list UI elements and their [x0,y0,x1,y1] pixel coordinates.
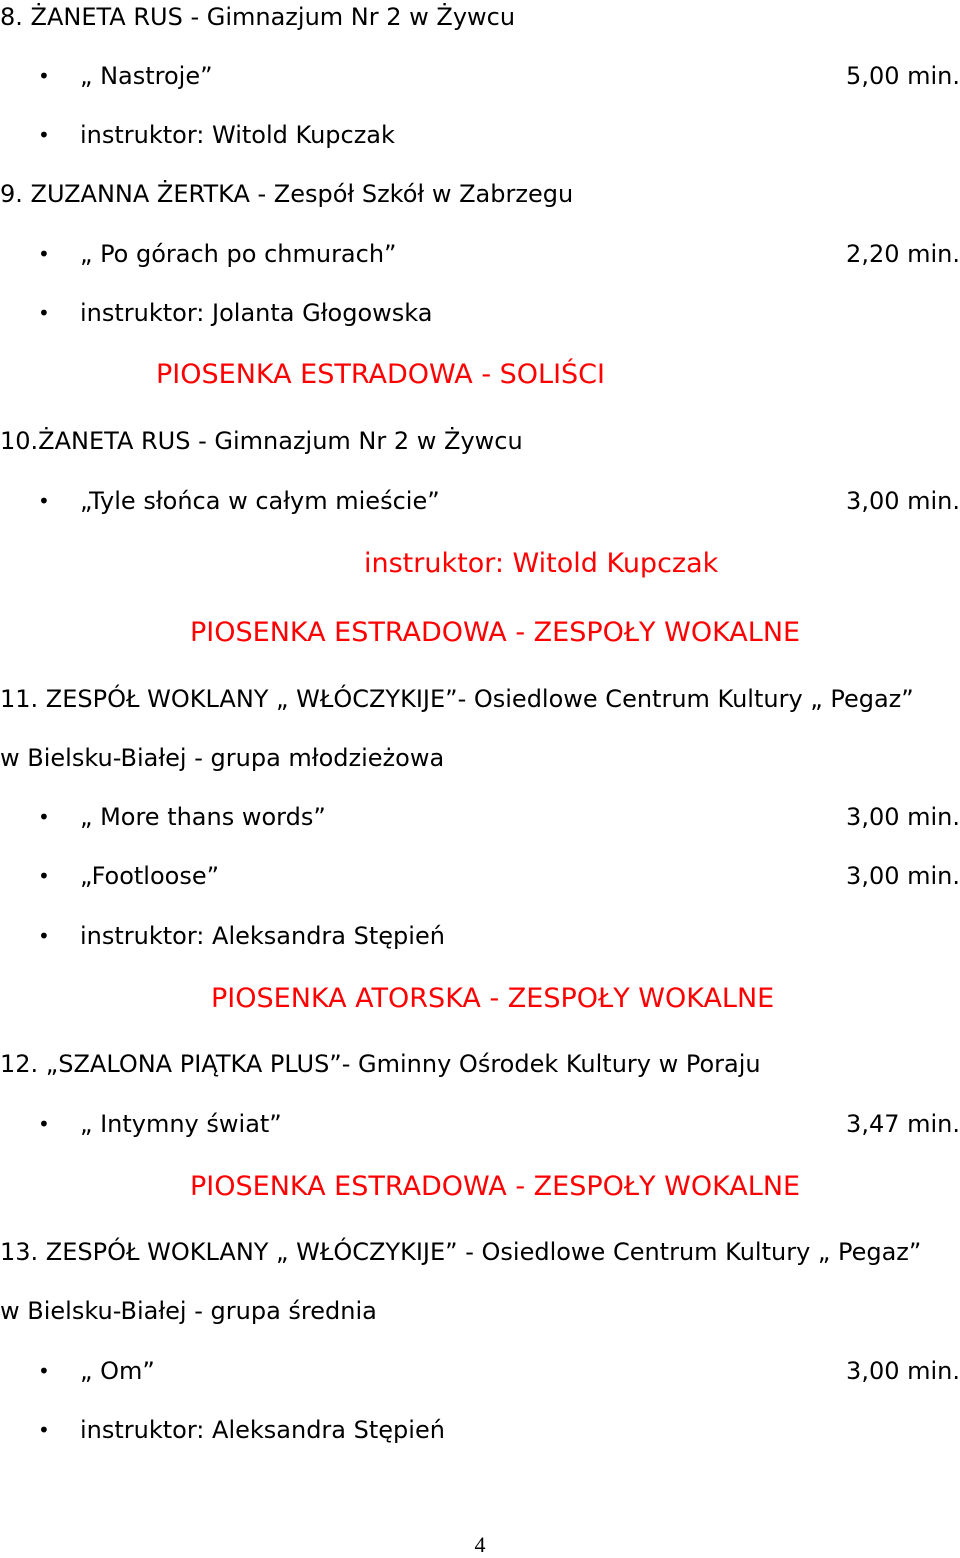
bullet-icon: • [38,805,50,829]
song-duration: 3,00 min. [846,1357,960,1385]
entry-13-header-line2: w Bielsku-Białej - grupa średnia [0,1297,377,1325]
category-heading-soloists: PIOSENKA ESTRADOWA - SOLIŚCI [156,359,605,390]
song-title: „ Po górach po chmurach” [80,240,397,268]
song-title: „ More thans words” [80,803,326,831]
song-duration: 2,20 min. [846,240,960,268]
page-number: 4 [474,1532,486,1557]
bullet-icon: • [38,489,50,513]
instructor-heading: instruktor: Witold Kupczak [364,548,719,579]
entry-12-header: 12. „SZALONA PIĄTKA PLUS”- Gminny Ośrodek Kultury w Poraju [0,1050,761,1078]
category-heading-author-vocal-groups: PIOSENKA ATORSKA - ZESPOŁY WOKALNE [211,983,775,1014]
song-duration: 3,47 min. [846,1110,960,1138]
instructor: instruktor: Witold Kupczak [80,121,395,149]
instructor: instruktor: Aleksandra Stępień [80,922,445,950]
bullet-icon: • [38,242,50,266]
song-title: „ Nastroje” [80,62,213,90]
category-heading-vocal-groups-2: PIOSENKA ESTRADOWA - ZESPOŁY WOKALNE [190,1171,801,1202]
entry-11-header: 11. ZESPÓŁ WOKLANY „ WŁÓCZYKIJE”- Osiedlowe Centrum Kultury „ Pegaz” [0,685,914,713]
entry-8-header: 8. ŻANETA RUS - Gimnazjum Nr 2 w Żywcu [0,3,516,31]
bullet-icon: • [38,864,50,888]
bullet-icon: • [38,1112,50,1136]
bullet-icon: • [38,1359,50,1383]
bullet-icon: • [38,64,50,88]
song-duration: 3,00 min. [846,803,960,831]
song-duration: 5,00 min. [846,62,960,90]
song-title: „Tyle słońca w całym mieście” [80,487,440,515]
entry-9-header: 9. ZUZANNA ŻERTKA - Zespół Szkół w Zabrzegu [0,180,574,208]
song-duration: 3,00 min. [846,862,960,890]
bullet-icon: • [38,924,50,948]
bullet-icon: • [38,123,50,147]
entry-10-header: 10.ŻANETA RUS - Gimnazjum Nr 2 w Żywcu [0,427,523,455]
entry-11-header-line2: w Bielsku-Białej - grupa młodzieżowa [0,744,445,772]
instructor: instruktor: Jolanta Głogowska [80,299,433,327]
song-title: „ Intymny świat” [80,1110,282,1138]
instructor: instruktor: Aleksandra Stępień [80,1416,445,1444]
song-title: „Footloose” [80,862,220,890]
song-title: „ Om” [80,1357,155,1385]
category-heading-vocal-groups: PIOSENKA ESTRADOWA - ZESPOŁY WOKALNE [190,617,801,648]
entry-13-header: 13. ZESPÓŁ WOKLANY „ WŁÓCZYKIJE” - Osiedlowe Centrum Kultury „ Pegaz” [0,1238,922,1266]
bullet-icon: • [38,1418,50,1442]
bullet-icon: • [38,301,50,325]
song-duration: 3,00 min. [846,487,960,515]
